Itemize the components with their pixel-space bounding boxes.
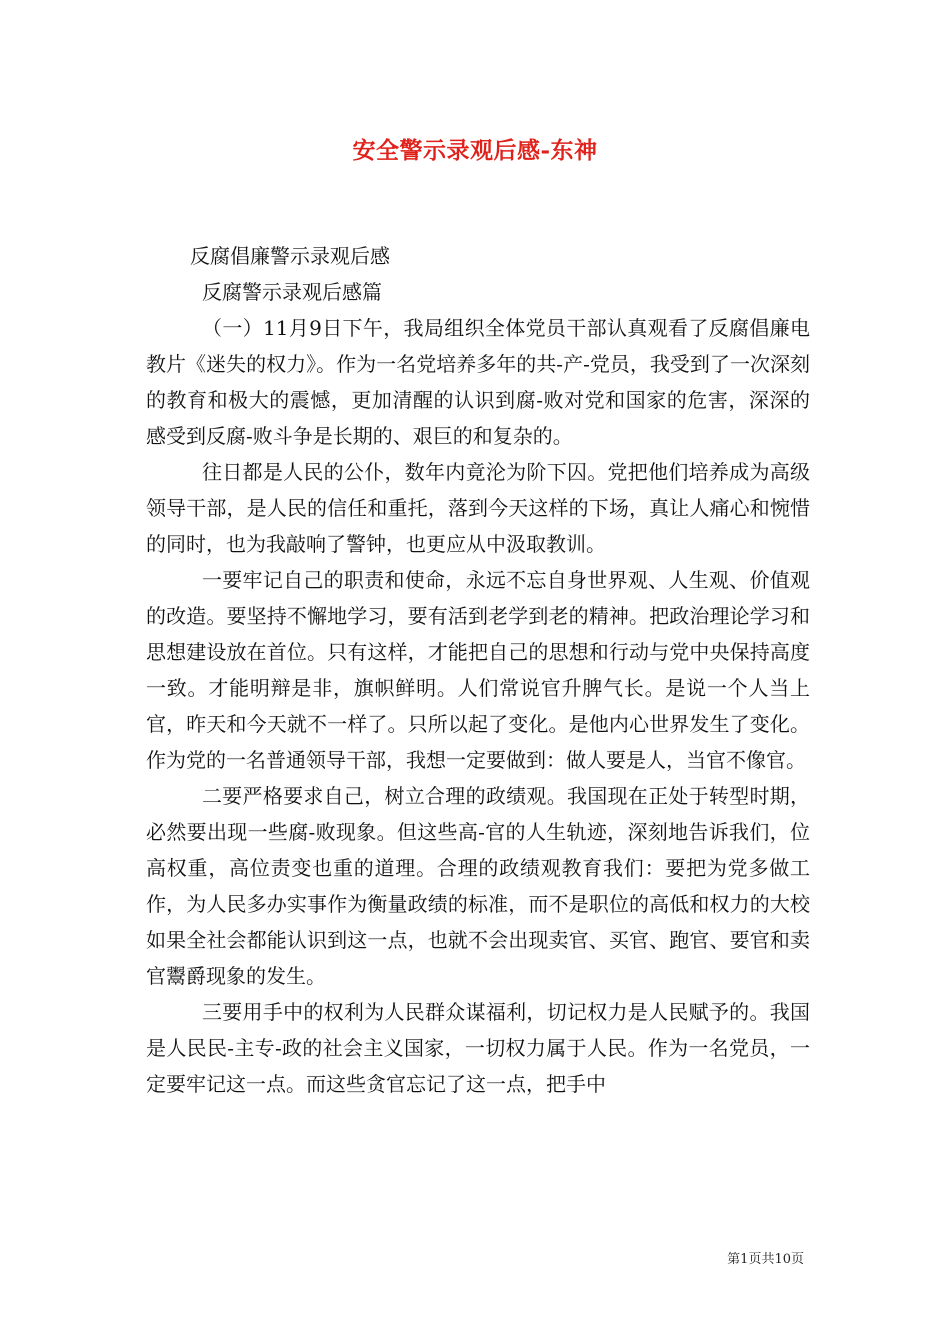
page-number-footer: 第1页共10页 [727, 1252, 804, 1267]
subheading-1: 反腐倡廉警示录观后感 [190, 244, 390, 268]
page-title: 安全警示录观后感-东神 [352, 137, 598, 164]
paragraph-1: （一）11月9日下午，我局组织全体党员干部认真观看了反腐倡廉电教片《迷失的权力》。作为一名党培养多年的共-产-党员，我受到了一次深刻的教育和极大的震憾，更加清醒的认识到腐-败对党和国家的危害，深深的感受到反腐-败斗争是长期的、艰巨的和复杂的。 [146, 316, 810, 448]
paragraph-4: 二要严格要求自己，树立合理的政绩观。我国现在正处于转型时期，必然要出现一些腐-败现象。但这些高-官的人生轨迹，深刻地告诉我们，位高权重，高位责变也重的道理。合理的政绩观教育我们：要把为党多做工作，为人民多办实事作为衡量政绩的标准，而不是职位的高低和权力的大校如果全社会都能认识到这一点，也就不会出现卖官、买官、跑官、要官和卖官鬻爵现象的发生。 [146, 784, 810, 988]
paragraph-2: 往日都是人民的公仆，数年内竟沦为阶下囚。党把他们培养成为高级领导干部，是人民的信任和重托，落到今天这样的下场，真让人痛心和惋惜的同时，也为我敲响了警钟，也更应从中汲取教训。 [146, 460, 810, 556]
paragraph-3: 一要牢记自己的职责和使命，永远不忘自身世界观、人生观、价值观的改造。要坚持不懈地学习，要有活到老学到老的精神。把政治理论学习和思想建设放在首位。只有这样，才能把自己的思想和行动与党中央保持高度一致。才能明辩是非，旗帜鲜明。人们常说官升脾气长。是说一个人当上官，昨天和今天就不一样了。只所以起了变化。是他内心世界发生了变化。作为党的一名普通领导干部，我想一定要做到：做人要是人，当官不像官。 [146, 568, 810, 772]
subheading-2: 反腐警示录观后感篇 [202, 280, 382, 304]
paragraph-5: 三要用手中的权利为人民群众谋福利，切记权力是人民赋予的。我国是人民民-主专-政的社会主义国家，一切权力属于人民。作为一名党员，一定要牢记这一点。而这些贪官忘记了这一点，把手中 [146, 1000, 810, 1096]
document-body [146, 310, 810, 1102]
